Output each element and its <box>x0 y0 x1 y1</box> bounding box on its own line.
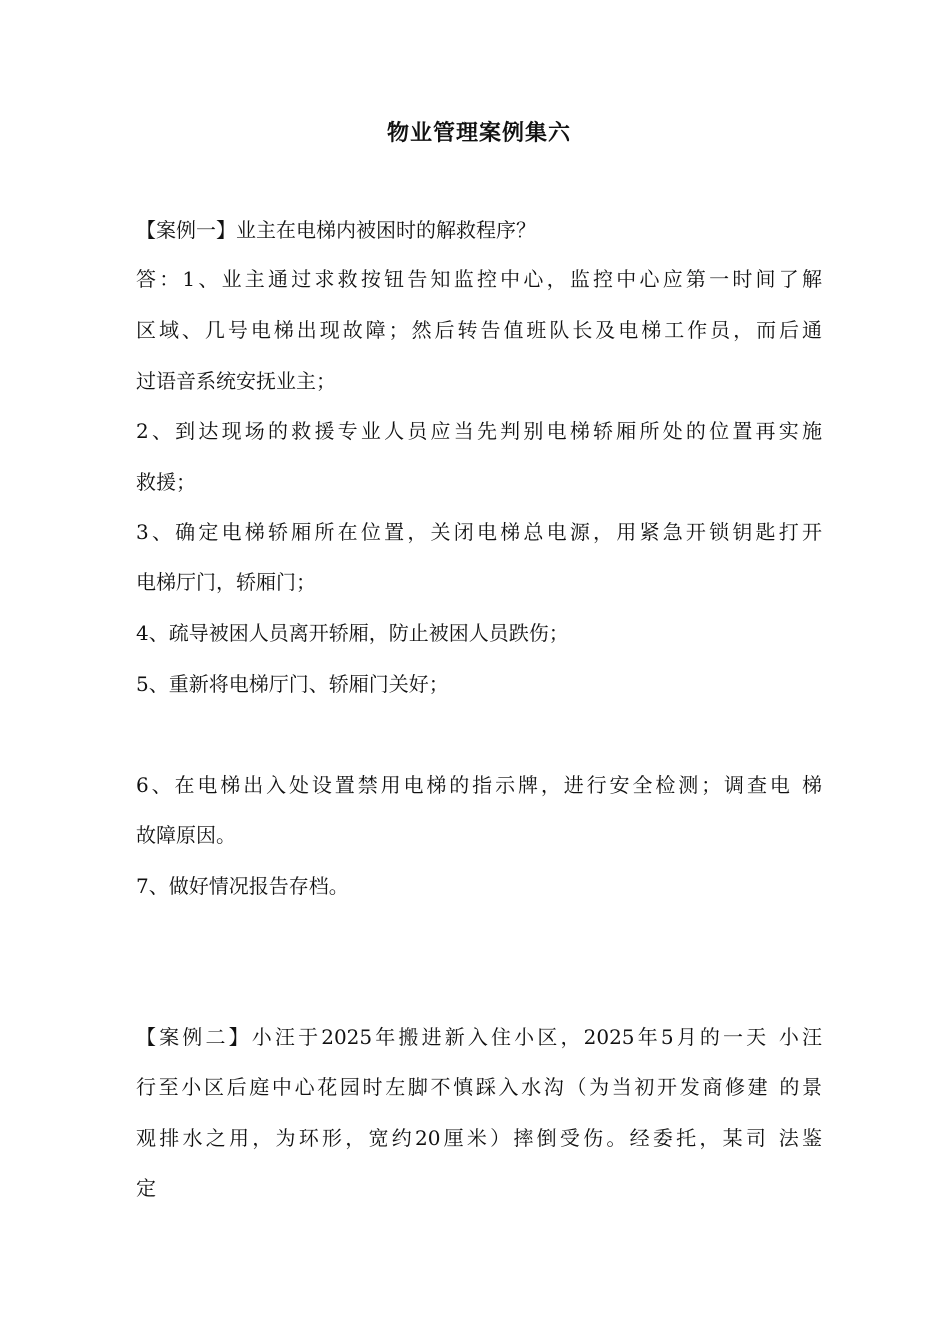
case2-line: 行至小区后庭中心花园时左脚不慎踩入水沟（为当初开发商修建 的景 <box>136 1075 822 1099</box>
case1-line: 区域、几号电梯出现故障；然后转告值班队长及电梯工作员，而后通 <box>136 318 822 342</box>
case1-line: 3、确定电梯轿厢所在位置，关闭电梯总电源，用紧急开锁钥匙打开 <box>136 520 822 544</box>
case1-line: 故障原因。 <box>136 823 236 847</box>
case2-line: 【案例二】小汪于2025年搬进新入住小区，2025年5月的一天 小汪 <box>136 1025 822 1049</box>
case2-line: 观排水之用，为环形，宽约20厘米）摔倒受伤。经委托，某司 法鉴 <box>136 1126 822 1150</box>
case1-line: 过语音系统安抚业主； <box>136 369 336 393</box>
page-title: 物业管理案例集六 <box>386 121 571 146</box>
case1-line: 救援； <box>136 470 196 494</box>
case1-heading: 【案例一】业主在电梯内被困时的解救程序？ <box>136 218 536 242</box>
case1-line: 5、重新将电梯厅门、轿厢门关好； <box>136 672 449 696</box>
case1-line: 7、做好情况报告存档。 <box>136 874 349 898</box>
case1-line: 电梯厅门，轿厢门； <box>136 570 316 594</box>
case1-line: 答：1、业主通过求救按钮告知监控中心，监控中心应第一时间了解 <box>136 267 822 291</box>
case2-line: 定 <box>136 1176 156 1200</box>
case1-line: 2、到达现场的救援专业人员应当先判别电梯轿厢所处的位置再实施 <box>136 419 822 443</box>
case1-line: 4、疏导被困人员离开轿厢，防止被困人员跌伤； <box>136 621 569 645</box>
case1-line: 6、在电梯出入处设置禁用电梯的指示牌，进行安全检测；调查电 梯 <box>136 773 822 797</box>
